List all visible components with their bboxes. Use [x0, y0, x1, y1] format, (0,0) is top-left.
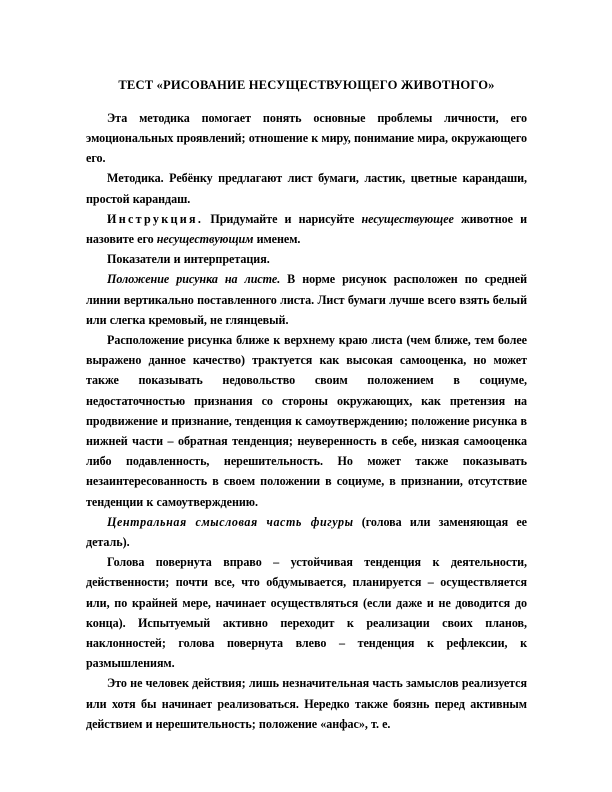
not-man-of-action-text: Это не человек действия; лишь незначительная часть замыслов реализуется или хотя бы начинает реализоваться. Нередко также боязнь перед активным действием и нерешительность; положение «анфас», т. е.	[86, 676, 527, 731]
method-body-text: Ребёнку предлагают лист бумаги, ластик, цветные карандаши, простой карандаш.	[86, 171, 527, 206]
instruction-italic-nonexistent-name: несуществующим	[156, 231, 254, 246]
paragraph-method	[86, 168, 527, 208]
central-part-lead-label: Центральная смысловая часть фигуры	[107, 514, 354, 529]
paragraph-head-right	[86, 552, 527, 673]
instruction-mid-text-2: животное и назовите его	[86, 211, 527, 246]
position-lead-label: Положение рисунка на листе.	[107, 272, 281, 287]
central-part-body-text: (голова или заменяющая ее деталь).	[86, 514, 527, 549]
paragraph-instruction	[86, 209, 527, 249]
head-right-text: Голова повернута вправо – устойчивая тенденция к деятельности, действенности; почти все, что обдумывается, планируется – осуществляется или, по крайней мере, начинает осуществляться (если даже и не доводится до конца). Испытуемый активно переходит к реализации своих планов, наклонностей; голова повернута влево – тенденция к рефлексии, к размышлениям.	[86, 555, 527, 671]
placement-interpretation-text: Расположение рисунка ближе к верхнему краю листа (чем ближе, тем более выражено данное качество) трактуется как высокая самооценка, но может также показывать недовольство своим положением в социуме, недостаточностью признания со стороны окружающих, как претензия на продвижение и признание, тенденция к самоутверждению; положение рисунка в нижней части – обратная тенденция; неуверенность в себе, низкая самооценка либо подавленность, нерешительность. Но может также показывать незаинтересованность в своем положении в социуме, в признании, отсутствие тенденции к самоутверждению.	[86, 332, 527, 509]
instruction-mid-text: Придумайте и нарисуйте	[203, 211, 362, 226]
paragraph-intro-text: Эта методика помогает понять основные проблемы личности, его эмоциональных проявлений; отношение к миру, понимание мира, окружающего его.	[86, 110, 527, 166]
method-lead-label: Методика.	[107, 171, 164, 186]
paragraph-indicators-heading	[86, 249, 527, 269]
instruction-italic-nonexistent: несуществующее	[361, 211, 454, 226]
paragraph-position-on-sheet	[86, 269, 527, 330]
document-content	[86, 78, 527, 734]
paragraph-central-part	[86, 512, 527, 552]
paragraph-not-man-of-action	[86, 673, 527, 734]
instruction-lead-label: Инструкция.	[107, 211, 204, 226]
paragraph-intro	[86, 108, 527, 169]
indicators-heading-label: Показатели и интерпретация.	[107, 252, 270, 267]
paragraph-placement-interpretation	[86, 330, 527, 512]
page-title: ТЕСТ «РИСОВАНИЕ НЕСУЩЕСТВУЮЩЕГО ЖИВОТНОГО»	[118, 78, 495, 92]
position-body-text: В норме рисунок расположен по средней линии вертикально поставленного листа. Лист бумаги лучше всего взять белый или слегка кремовый, не глянцевый.	[86, 272, 527, 327]
instruction-end-text: именем.	[253, 231, 301, 246]
